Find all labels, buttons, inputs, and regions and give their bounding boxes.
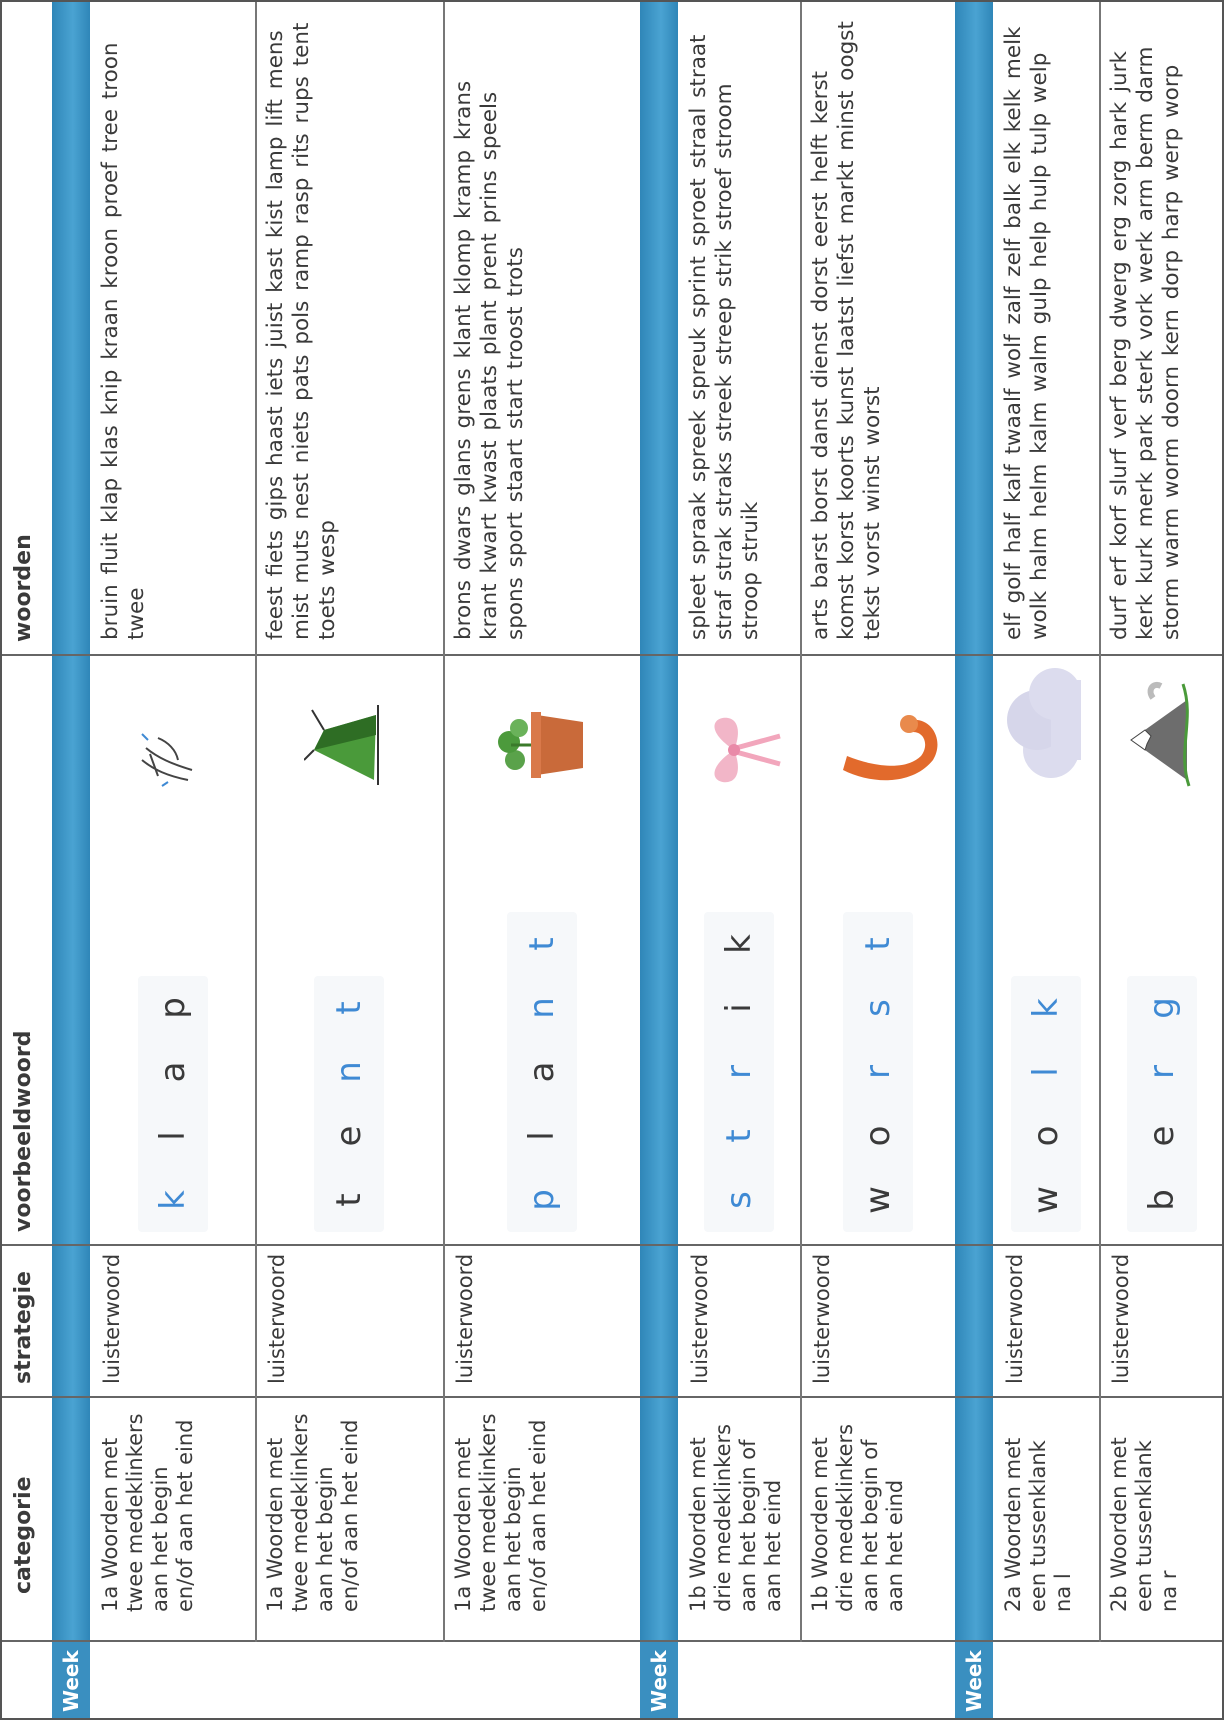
category-cell: 2a Woorden met een tussenklank na l	[1001, 1437, 1075, 1612]
example-letter: o	[1026, 1125, 1066, 1147]
example-letter: t	[719, 1129, 759, 1143]
sausage-icon	[833, 710, 947, 790]
example-letter: a	[521, 1061, 562, 1083]
header-woorden: woorden	[11, 534, 36, 642]
ribbon-bow-icon	[694, 710, 788, 790]
example-letter: k	[152, 1190, 193, 1210]
example-letter: k	[719, 934, 759, 954]
category-cell: 1b Woorden met drie medeklinkers aan het begin of aan het eind	[686, 1423, 785, 1612]
grid-line	[0, 1641, 1224, 1643]
example-letter: r	[1141, 1065, 1182, 1079]
category-cell: 1a Woorden met twee medeklinkers aan het begin en/of aan het eind	[98, 1413, 197, 1612]
example-word	[1127, 976, 1197, 1232]
example-word	[1011, 976, 1081, 1232]
example-letter: l	[521, 1131, 562, 1141]
example-letter: n	[329, 1061, 369, 1083]
strategy-cell: luisterwoord	[453, 1253, 477, 1384]
word-list: durf erf korf slurf verf berg dwerg erg zorg hark jurk kerk kurk merk park sterk vork werk arm berm darm storm warm worm doorn kern dorp harp werp worp	[1107, 46, 1184, 640]
clapping-hands-icon	[128, 730, 202, 790]
strategy-cell: luisterwoord	[1109, 1253, 1133, 1384]
example-letter: s	[719, 1191, 759, 1209]
example-letter: l	[1026, 1067, 1066, 1077]
category-cell: 1a Woorden met twee medeklinkers aan het begin en/of aan het eind	[451, 1413, 550, 1612]
header-strategie: strategie	[11, 1271, 36, 1384]
strategy-cell: luisterwoord	[810, 1253, 834, 1384]
plant-pot-icon	[497, 700, 591, 790]
example-letter: r	[719, 1065, 759, 1079]
word-list: bruin fluit klap klas knip kraan kroon proef tree troon twee	[98, 42, 149, 640]
example-letter: r	[857, 1065, 898, 1079]
example-letter: w	[857, 1186, 898, 1214]
example-word	[314, 976, 384, 1232]
mountain-icon	[1117, 680, 1201, 790]
example-letter: a	[152, 1061, 193, 1083]
word-list: elf golf half kalf twaalf wolf zalf zelf balk elk kelk melk wolk halm helm kalm walm gulp help hulp tulp welp	[1001, 26, 1052, 640]
example-letter: n	[521, 997, 562, 1019]
example-letter: k	[1026, 998, 1066, 1018]
week-label: Week 1	[52, 1642, 90, 1720]
example-word	[138, 976, 208, 1232]
category-cell: 1a Woorden met twee medeklinkers aan het begin en/of aan het eind	[263, 1413, 362, 1612]
example-letter: p	[521, 1189, 562, 1211]
grid-line	[0, 1245, 1224, 1247]
word-list: arts barst borst danst dienst dorst eerst helft kerst komst korst koorts kunst laatst liefst markt minst oogst tekst vorst winst worst	[808, 21, 885, 640]
example-letter: t	[329, 1001, 369, 1015]
example-letter: t	[857, 937, 898, 951]
example-letter: i	[719, 1003, 759, 1013]
category-cell: 1b Woorden met drie medeklinkers aan het begin of aan het eind	[808, 1423, 907, 1612]
example-letter: t	[521, 937, 562, 951]
example-word	[507, 912, 577, 1232]
grid-line	[0, 1397, 1224, 1399]
example-letter: p	[152, 997, 193, 1019]
example-letter: s	[857, 999, 898, 1017]
category-cell: 2b Woorden met een tussenklank na r	[1107, 1437, 1181, 1612]
grid-line	[0, 655, 1224, 657]
week-label: Week 2	[640, 1642, 678, 1720]
word-list: spleet spraak spreek spreuk sprint sproet straal straat straf strak straks streek streep strik stroef stroom stroop struik	[686, 34, 763, 640]
strategy-cell: luisterwoord	[265, 1253, 289, 1384]
example-letter: t	[329, 1193, 369, 1207]
strategy-cell: luisterwoord	[100, 1253, 124, 1384]
example-letter: e	[1141, 1125, 1182, 1147]
example-word	[704, 912, 774, 1232]
grid-line	[1099, 0, 1101, 1642]
example-word	[843, 912, 913, 1232]
strategy-cell: luisterwoord	[688, 1253, 712, 1384]
word-list: brons dwars glans grens klant klomp kramp krans krant kwart kwast plaats plant prent prins speels spons sport staart start troost trots	[451, 80, 528, 640]
example-letter: g	[1141, 997, 1182, 1019]
example-letter: w	[1026, 1186, 1066, 1214]
example-letter: b	[1141, 1189, 1182, 1211]
grid-line	[443, 0, 445, 1642]
strategy-cell: luisterwoord	[1003, 1253, 1027, 1384]
header-voorbeeldwoord: voorbeeldwoord	[11, 1030, 36, 1232]
example-letter: e	[329, 1125, 369, 1147]
header-blank	[0, 1608, 52, 1720]
grid-line	[255, 0, 257, 1642]
week-label: Week 3	[955, 1642, 993, 1720]
cloud-icon	[1001, 660, 1095, 790]
word-list: feest fiets gips haast iets juist kast kist lamp lift mens mist muts nest niets pats pols ramp rasp rits rups tent toets wesp	[263, 22, 340, 640]
tent-icon	[304, 700, 388, 790]
example-letter: o	[857, 1125, 898, 1147]
example-letter: l	[152, 1131, 193, 1141]
header-categorie: categorie	[11, 1476, 36, 1594]
grid-line	[800, 0, 802, 1642]
